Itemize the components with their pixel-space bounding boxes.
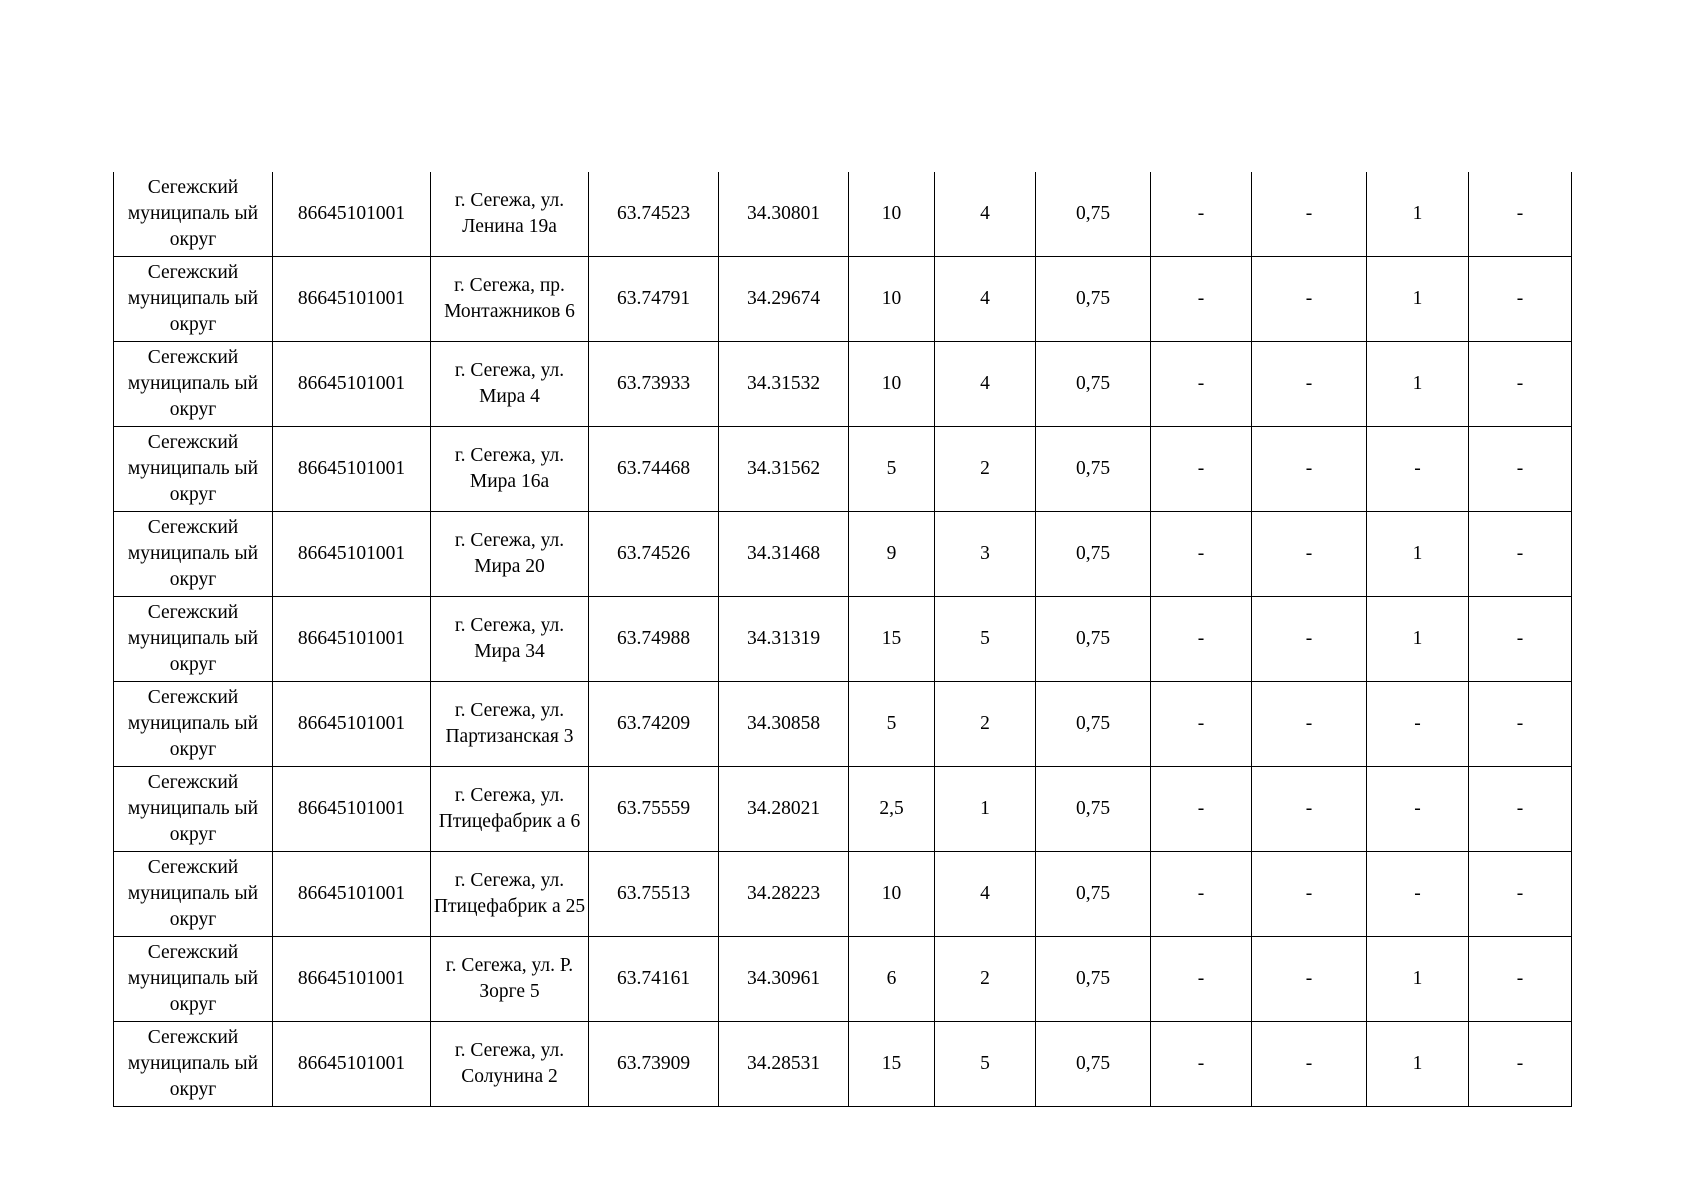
value-cell-6: 15: [849, 597, 935, 682]
value-cell-7: 4: [935, 342, 1036, 427]
oktmo-cell: 86645101001: [273, 597, 431, 682]
value-cell-9: -: [1151, 937, 1252, 1022]
value-cell-12: -: [1469, 767, 1572, 852]
value-cell-7: 4: [935, 852, 1036, 937]
latitude-cell: 63.74526: [589, 512, 719, 597]
longitude-cell: 34.28223: [719, 852, 849, 937]
municipality-cell: Сегежский муниципаль ый округ: [114, 937, 273, 1022]
value-cell-6: 2,5: [849, 767, 935, 852]
value-cell-9: -: [1151, 767, 1252, 852]
longitude-cell: 34.31532: [719, 342, 849, 427]
value-cell-11: 1: [1367, 1022, 1469, 1107]
table-row: [114, 512, 1572, 597]
value-cell-9: -: [1151, 427, 1252, 512]
oktmo-cell: 86645101001: [273, 427, 431, 512]
latitude-cell: 63.74523: [589, 172, 719, 257]
value-cell-9: -: [1151, 512, 1252, 597]
value-cell-12: -: [1469, 257, 1572, 342]
value-cell-12: -: [1469, 512, 1572, 597]
value-cell-10: -: [1252, 682, 1367, 767]
value-cell-9: -: [1151, 597, 1252, 682]
value-cell-11: 1: [1367, 597, 1469, 682]
value-cell-6: 9: [849, 512, 935, 597]
oktmo-cell: 86645101001: [273, 937, 431, 1022]
value-cell-8: 0,75: [1036, 342, 1151, 427]
address-cell: г. Сегежа, ул. Птицефабрик а 25: [431, 852, 589, 937]
table-row: [114, 257, 1572, 342]
address-cell: г. Сегежа, ул. Птицефабрик а 6: [431, 767, 589, 852]
value-cell-11: -: [1367, 767, 1469, 852]
address-cell: г. Сегежа, ул. Солунина 2: [431, 1022, 589, 1107]
municipality-cell: Сегежский муниципаль ый округ: [114, 257, 273, 342]
latitude-cell: 63.74791: [589, 257, 719, 342]
latitude-cell: 63.74468: [589, 427, 719, 512]
municipality-cell: Сегежский муниципаль ый округ: [114, 427, 273, 512]
value-cell-7: 2: [935, 427, 1036, 512]
address-cell: г. Сегежа, ул. Ленина 19а: [431, 172, 589, 257]
address-cell: г. Сегежа, ул. Мира 34: [431, 597, 589, 682]
value-cell-12: -: [1469, 172, 1572, 257]
value-cell-12: -: [1469, 427, 1572, 512]
value-cell-8: 0,75: [1036, 172, 1151, 257]
value-cell-12: -: [1469, 682, 1572, 767]
value-cell-11: 1: [1367, 342, 1469, 427]
municipality-cell: Сегежский муниципаль ый округ: [114, 767, 273, 852]
table-row: [114, 1022, 1572, 1107]
municipality-cell: Сегежский муниципаль ый округ: [114, 852, 273, 937]
value-cell-10: -: [1252, 342, 1367, 427]
oktmo-cell: 86645101001: [273, 682, 431, 767]
longitude-cell: 34.30961: [719, 937, 849, 1022]
value-cell-11: 1: [1367, 937, 1469, 1022]
oktmo-cell: 86645101001: [273, 512, 431, 597]
value-cell-6: 6: [849, 937, 935, 1022]
value-cell-7: 1: [935, 767, 1036, 852]
address-cell: г. Сегежа, ул. Партизанская 3: [431, 682, 589, 767]
value-cell-7: 5: [935, 1022, 1036, 1107]
address-cell: г. Сегежа, ул. Р. Зорге 5: [431, 937, 589, 1022]
municipality-cell: Сегежский муниципаль ый округ: [114, 1022, 273, 1107]
address-cell: г. Сегежа, ул. Мира 4: [431, 342, 589, 427]
value-cell-10: -: [1252, 427, 1367, 512]
value-cell-11: -: [1367, 852, 1469, 937]
address-cell: г. Сегежа, пр. Монтажников 6: [431, 257, 589, 342]
value-cell-6: 15: [849, 1022, 935, 1107]
value-cell-9: -: [1151, 172, 1252, 257]
latitude-cell: 63.74988: [589, 597, 719, 682]
value-cell-11: -: [1367, 682, 1469, 767]
value-cell-6: 10: [849, 172, 935, 257]
municipality-cell: Сегежский муниципаль ый округ: [114, 342, 273, 427]
table-row: [114, 767, 1572, 852]
value-cell-11: 1: [1367, 257, 1469, 342]
value-cell-6: 10: [849, 257, 935, 342]
latitude-cell: 63.74209: [589, 682, 719, 767]
value-cell-7: 2: [935, 682, 1036, 767]
latitude-cell: 63.74161: [589, 937, 719, 1022]
value-cell-8: 0,75: [1036, 767, 1151, 852]
longitude-cell: 34.31319: [719, 597, 849, 682]
value-cell-10: -: [1252, 767, 1367, 852]
table-row: [114, 172, 1572, 257]
longitude-cell: 34.31562: [719, 427, 849, 512]
longitude-cell: 34.29674: [719, 257, 849, 342]
longitude-cell: 34.30801: [719, 172, 849, 257]
oktmo-cell: 86645101001: [273, 852, 431, 937]
value-cell-8: 0,75: [1036, 597, 1151, 682]
longitude-cell: 34.31468: [719, 512, 849, 597]
latitude-cell: 63.73909: [589, 1022, 719, 1107]
value-cell-10: -: [1252, 1022, 1367, 1107]
table-row: [114, 937, 1572, 1022]
oktmo-cell: 86645101001: [273, 1022, 431, 1107]
value-cell-9: -: [1151, 342, 1252, 427]
value-cell-9: -: [1151, 257, 1252, 342]
latitude-cell: 63.75513: [589, 852, 719, 937]
value-cell-8: 0,75: [1036, 512, 1151, 597]
value-cell-9: -: [1151, 1022, 1252, 1107]
address-cell: г. Сегежа, ул. Мира 16а: [431, 427, 589, 512]
latitude-cell: 63.73933: [589, 342, 719, 427]
value-cell-11: 1: [1367, 172, 1469, 257]
value-cell-9: -: [1151, 852, 1252, 937]
longitude-cell: 34.28021: [719, 767, 849, 852]
value-cell-7: 3: [935, 512, 1036, 597]
oktmo-cell: 86645101001: [273, 257, 431, 342]
table-row: [114, 852, 1572, 937]
value-cell-8: 0,75: [1036, 852, 1151, 937]
table-row: [114, 427, 1572, 512]
address-cell: г. Сегежа, ул. Мира 20: [431, 512, 589, 597]
value-cell-7: 2: [935, 937, 1036, 1022]
oktmo-cell: 86645101001: [273, 767, 431, 852]
value-cell-6: 5: [849, 682, 935, 767]
value-cell-12: -: [1469, 852, 1572, 937]
value-cell-11: -: [1367, 427, 1469, 512]
value-cell-7: 4: [935, 257, 1036, 342]
municipality-cell: Сегежский муниципаль ый округ: [114, 172, 273, 257]
value-cell-6: 10: [849, 342, 935, 427]
value-cell-10: -: [1252, 172, 1367, 257]
municipality-cell: Сегежский муниципаль ый округ: [114, 512, 273, 597]
latitude-cell: 63.75559: [589, 767, 719, 852]
oktmo-cell: 86645101001: [273, 342, 431, 427]
value-cell-11: 1: [1367, 512, 1469, 597]
value-cell-12: -: [1469, 342, 1572, 427]
value-cell-10: -: [1252, 257, 1367, 342]
value-cell-6: 10: [849, 852, 935, 937]
value-cell-12: -: [1469, 937, 1572, 1022]
value-cell-10: -: [1252, 852, 1367, 937]
value-cell-10: -: [1252, 597, 1367, 682]
value-cell-10: -: [1252, 512, 1367, 597]
value-cell-8: 0,75: [1036, 1022, 1151, 1107]
value-cell-8: 0,75: [1036, 937, 1151, 1022]
value-cell-12: -: [1469, 597, 1572, 682]
container-sites-table: [113, 172, 1572, 1107]
value-cell-6: 5: [849, 427, 935, 512]
value-cell-10: -: [1252, 937, 1367, 1022]
value-cell-9: -: [1151, 682, 1252, 767]
longitude-cell: 34.30858: [719, 682, 849, 767]
longitude-cell: 34.28531: [719, 1022, 849, 1107]
value-cell-7: 5: [935, 597, 1036, 682]
value-cell-8: 0,75: [1036, 257, 1151, 342]
table-row: [114, 682, 1572, 767]
oktmo-cell: 86645101001: [273, 172, 431, 257]
table-row: [114, 597, 1572, 682]
value-cell-7: 4: [935, 172, 1036, 257]
municipality-cell: Сегежский муниципаль ый округ: [114, 682, 273, 767]
table-row: [114, 342, 1572, 427]
value-cell-8: 0,75: [1036, 427, 1151, 512]
value-cell-12: -: [1469, 1022, 1572, 1107]
value-cell-8: 0,75: [1036, 682, 1151, 767]
municipality-cell: Сегежский муниципаль ый округ: [114, 597, 273, 682]
